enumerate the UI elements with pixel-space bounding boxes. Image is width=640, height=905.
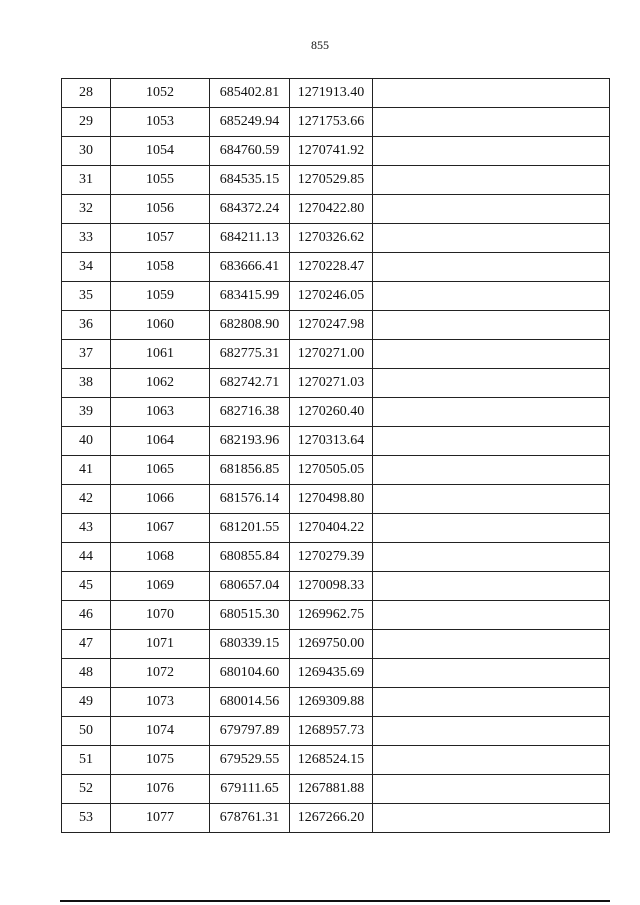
x-coordinate-cell: 681576.14 [210,485,290,514]
y-coordinate-cell: 1270247.98 [290,311,373,340]
x-coordinate-cell: 680339.15 [210,630,290,659]
x-coordinate-cell: 680014.56 [210,688,290,717]
row-number-cell: 32 [62,195,111,224]
x-coordinate-cell: 678761.31 [210,804,290,833]
x-coordinate-cell: 681856.85 [210,456,290,485]
row-number-cell: 36 [62,311,111,340]
row-number-cell: 29 [62,108,111,137]
note-cell [373,630,610,659]
table-row [62,717,610,746]
point-id-cell: 1070 [111,601,210,630]
table-row [62,195,610,224]
table-row [62,804,610,833]
x-coordinate-cell: 681201.55 [210,514,290,543]
row-number-cell: 45 [62,572,111,601]
table-row [62,166,610,195]
point-id-cell: 1054 [111,137,210,166]
point-id-cell: 1063 [111,398,210,427]
note-cell [373,717,610,746]
y-coordinate-cell: 1270271.00 [290,340,373,369]
row-number-cell: 48 [62,659,111,688]
note-cell [373,224,610,253]
table-row [62,659,610,688]
note-cell [373,166,610,195]
x-coordinate-cell: 684372.24 [210,195,290,224]
note-cell [373,340,610,369]
table-row [62,601,610,630]
point-id-cell: 1071 [111,630,210,659]
row-number-cell: 33 [62,224,111,253]
y-coordinate-cell: 1268524.15 [290,746,373,775]
row-number-cell: 43 [62,514,111,543]
table-row [62,456,610,485]
table-row [62,137,610,166]
point-id-cell: 1076 [111,775,210,804]
table-row [62,775,610,804]
note-cell [373,253,610,282]
note-cell [373,108,610,137]
x-coordinate-cell: 682742.71 [210,369,290,398]
row-number-cell: 35 [62,282,111,311]
x-coordinate-cell: 682808.90 [210,311,290,340]
point-id-cell: 1056 [111,195,210,224]
note-cell [373,601,610,630]
row-number-cell: 50 [62,717,111,746]
y-coordinate-cell: 1270279.39 [290,543,373,572]
y-coordinate-cell: 1270271.03 [290,369,373,398]
point-id-cell: 1074 [111,717,210,746]
y-coordinate-cell: 1270260.40 [290,398,373,427]
x-coordinate-cell: 685402.81 [210,79,290,108]
note-cell [373,137,610,166]
x-coordinate-cell: 682775.31 [210,340,290,369]
x-coordinate-cell: 682716.38 [210,398,290,427]
point-id-cell: 1061 [111,340,210,369]
table-row [62,688,610,717]
point-id-cell: 1066 [111,485,210,514]
point-id-cell: 1058 [111,253,210,282]
table-row [62,311,610,340]
x-coordinate-cell: 685249.94 [210,108,290,137]
y-coordinate-cell: 1270246.05 [290,282,373,311]
point-id-cell: 1065 [111,456,210,485]
y-coordinate-cell: 1270422.80 [290,195,373,224]
table-row [62,572,610,601]
y-coordinate-cell: 1270313.64 [290,427,373,456]
note-cell [373,746,610,775]
note-cell [373,79,610,108]
y-coordinate-cell: 1269435.69 [290,659,373,688]
point-id-cell: 1068 [111,543,210,572]
y-coordinate-cell: 1270404.22 [290,514,373,543]
note-cell [373,485,610,514]
x-coordinate-cell: 680657.04 [210,572,290,601]
row-number-cell: 41 [62,456,111,485]
point-id-cell: 1062 [111,369,210,398]
point-id-cell: 1067 [111,514,210,543]
table-row [62,746,610,775]
y-coordinate-cell: 1267266.20 [290,804,373,833]
y-coordinate-cell: 1268957.73 [290,717,373,746]
y-coordinate-cell: 1270228.47 [290,253,373,282]
note-cell [373,311,610,340]
y-coordinate-cell: 1270529.85 [290,166,373,195]
table-row [62,514,610,543]
table-row [62,340,610,369]
x-coordinate-cell: 679797.89 [210,717,290,746]
row-number-cell: 28 [62,79,111,108]
table-row [62,427,610,456]
x-coordinate-cell: 683415.99 [210,282,290,311]
table-row [62,282,610,311]
point-id-cell: 1072 [111,659,210,688]
y-coordinate-cell: 1267881.88 [290,775,373,804]
y-coordinate-cell: 1270741.92 [290,137,373,166]
point-id-cell: 1052 [111,79,210,108]
row-number-cell: 38 [62,369,111,398]
point-id-cell: 1077 [111,804,210,833]
row-number-cell: 40 [62,427,111,456]
note-cell [373,775,610,804]
point-id-cell: 1059 [111,282,210,311]
row-number-cell: 37 [62,340,111,369]
x-coordinate-cell: 684535.15 [210,166,290,195]
x-coordinate-cell: 682193.96 [210,427,290,456]
point-id-cell: 1057 [111,224,210,253]
point-id-cell: 1073 [111,688,210,717]
row-number-cell: 34 [62,253,111,282]
point-id-cell: 1069 [111,572,210,601]
row-number-cell: 46 [62,601,111,630]
row-number-cell: 44 [62,543,111,572]
x-coordinate-cell: 680515.30 [210,601,290,630]
y-coordinate-cell: 1269962.75 [290,601,373,630]
x-coordinate-cell: 679111.65 [210,775,290,804]
x-coordinate-cell: 679529.55 [210,746,290,775]
table-row [62,79,610,108]
row-number-cell: 47 [62,630,111,659]
note-cell [373,514,610,543]
coordinates-table [61,78,610,833]
table-row [62,369,610,398]
note-cell [373,572,610,601]
note-cell [373,659,610,688]
y-coordinate-cell: 1270098.33 [290,572,373,601]
point-id-cell: 1064 [111,427,210,456]
y-coordinate-cell: 1270505.05 [290,456,373,485]
row-number-cell: 49 [62,688,111,717]
y-coordinate-cell: 1271913.40 [290,79,373,108]
note-cell [373,456,610,485]
y-coordinate-cell: 1270326.62 [290,224,373,253]
table-row [62,253,610,282]
y-coordinate-cell: 1269750.00 [290,630,373,659]
note-cell [373,688,610,717]
row-number-cell: 31 [62,166,111,195]
footer-rule [60,900,610,902]
row-number-cell: 30 [62,137,111,166]
note-cell [373,543,610,572]
table-row [62,398,610,427]
y-coordinate-cell: 1270498.80 [290,485,373,514]
x-coordinate-cell: 684211.13 [210,224,290,253]
row-number-cell: 51 [62,746,111,775]
table-row [62,630,610,659]
table-row [62,543,610,572]
note-cell [373,398,610,427]
y-coordinate-cell: 1269309.88 [290,688,373,717]
table-row [62,224,610,253]
coordinates-table-body [62,79,610,833]
note-cell [373,369,610,398]
row-number-cell: 52 [62,775,111,804]
note-cell [373,427,610,456]
point-id-cell: 1060 [111,311,210,340]
x-coordinate-cell: 683666.41 [210,253,290,282]
page-number: 855 [311,38,329,52]
x-coordinate-cell: 680104.60 [210,659,290,688]
note-cell [373,804,610,833]
point-id-cell: 1053 [111,108,210,137]
x-coordinate-cell: 680855.84 [210,543,290,572]
y-coordinate-cell: 1271753.66 [290,108,373,137]
x-coordinate-cell: 684760.59 [210,137,290,166]
table-row [62,485,610,514]
row-number-cell: 39 [62,398,111,427]
row-number-cell: 53 [62,804,111,833]
note-cell [373,195,610,224]
row-number-cell: 42 [62,485,111,514]
point-id-cell: 1075 [111,746,210,775]
point-id-cell: 1055 [111,166,210,195]
table-row [62,108,610,137]
note-cell [373,282,610,311]
